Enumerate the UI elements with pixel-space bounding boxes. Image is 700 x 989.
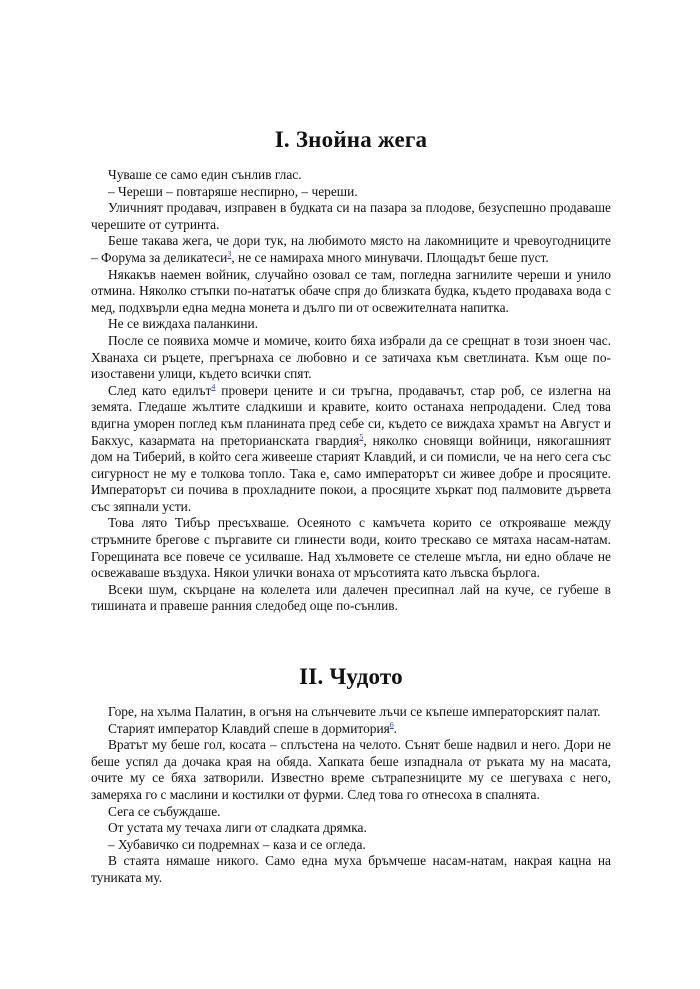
paragraph-text: Уличният продавач, изправен в будката си на пазара за плодове, безуспешно продаваше черешите от сутринта. — [91, 200, 611, 232]
paragraph-text: Това лято Тибър пресъхваше. Осеяното с камъчета корито се открояваше между стръмните брегове с пъргавите си глинести води, които трескаво се мятаха насам-натам. Горещината все повече се усилваше. Над хълмовете се стелеше мъгла, ни едно облаче не освежаваше въздуха. Някои улички вонаха от мръсотията като лъвска бърлога. — [91, 515, 611, 581]
paragraph-text: Беше такава жега, че дори тук, на любимото място на лакомниците и чревоугодниците – Форума за деликатеси — [91, 233, 611, 265]
paragraph-text: . — [393, 720, 398, 736]
paragraph — [91, 853, 611, 886]
paragraph-text: Горе, на хълма Палатин, в огъня на слънчевите лъчи се къпеше императорският палат. — [108, 704, 601, 719]
chapter-title: II. Чудото — [299, 664, 403, 689]
paragraph — [91, 167, 611, 184]
paragraph — [91, 267, 611, 317]
chapter-section — [91, 126, 611, 615]
paragraph — [91, 837, 611, 854]
paragraph — [91, 737, 611, 803]
footnote-link[interactable]: 3 — [227, 249, 232, 259]
paragraph — [91, 383, 611, 516]
paragraph-text: Вратът му беше гол, косата – сплъстена на челото. Сънят беше надвил и него. Дори не беше успял да дочака края на обяда. Хапката беше изпаднала от ръката му на масата, очите му се бяха затворили. Известно време сътрапезниците му се шегуваха с него, замеряха го с маслини и костилки от фурми. След това го отнесоха в спалнята. — [91, 737, 611, 802]
paragraph-text: Сега се събуждаше. — [108, 803, 221, 819]
chapter-title: I. Знойна жега — [274, 127, 428, 152]
paragraph — [91, 582, 611, 615]
paragraph-text: Някакъв наемен войник, случайно озовал се там, погледна загнилите череши и унило отмина. Няколко стъпки по-нататък обаче спря до близката будка, където продаваха вода с мед, подхвърли една медна монета и дълго пи от освежителната напитка. — [91, 266, 611, 315]
paragraph — [91, 721, 611, 738]
paragraph — [91, 200, 611, 233]
chapter-body — [91, 167, 611, 615]
paragraph — [91, 184, 611, 201]
paragraph-text: После се появиха момче и момиче, които бяха избрали да се срещнат в този зноен час. Хванаха си ръцете, прегърнаха се любовно и се затичаха към светлината. Към още по-изоставени улици, където всички спят. — [91, 332, 611, 382]
paragraph-text: В стаята нямаше никого. Само една муха бръмчеше насам-натам, накрая кацна на туниката му. — [91, 853, 611, 885]
paragraph-text: – Хубавичко си подремнах – каза и се огледа. — [108, 836, 366, 852]
chapter-section — [91, 663, 611, 887]
paragraph-text: Старият император Клавдий спеше в дормитория — [108, 720, 390, 736]
paragraph — [91, 704, 611, 721]
paragraph-text: Всеки шум, скърцане на колелета или далечен пресипнал лай на куче, се губеше в тишината и правеше ранния следобед още по-сънлив. — [91, 581, 611, 614]
footnote-link[interactable]: 4 — [211, 382, 216, 392]
paragraph-text: Чуваше се само един сънлив глас. — [108, 167, 302, 182]
footnote-link[interactable]: 5 — [359, 432, 364, 442]
paragraph — [91, 233, 611, 266]
paragraph — [91, 804, 611, 821]
paragraph-text: , не се намираха много минувачи. Площадът беше пуст. — [231, 249, 549, 265]
footnote-link[interactable]: 6 — [389, 720, 394, 730]
paragraph-text: След като едилът — [108, 382, 212, 398]
chapter-body — [91, 704, 611, 887]
paragraph — [91, 515, 611, 581]
paragraph — [91, 333, 611, 383]
paragraph-text: – Череши – повтаряше неспирно, – череши. — [108, 183, 358, 199]
paragraph-text: От устата му течаха лиги от сладката дрямка. — [108, 820, 367, 836]
paragraph — [91, 820, 611, 837]
paragraph — [91, 316, 611, 333]
paragraph-text: Не се виждаха паланкини. — [108, 316, 259, 332]
paragraph-text: , няколко сновящи войници, някогашният дом на Тиберий, в който сега живееше старият Клавдий, и си помисли, че на него сега със сигурност не му е толкова топло. Така е, само императорът си живее добре и просяците. Императорът си почива в прохладните покои, а просяците хъркат под палмовите дървета със зяпнали усти. — [91, 432, 611, 514]
paragraph-text: провери цените и си тръгна, продавачът, стар роб, се излегна на земята. Гледаше жълтите сладкиши и кравите, които останаха непродадени. След това вдигна уморен поглед към планината пред себе си, където се виждаха храмът на Август и Бакхус, казармата на преторианската гвардия — [91, 382, 611, 448]
